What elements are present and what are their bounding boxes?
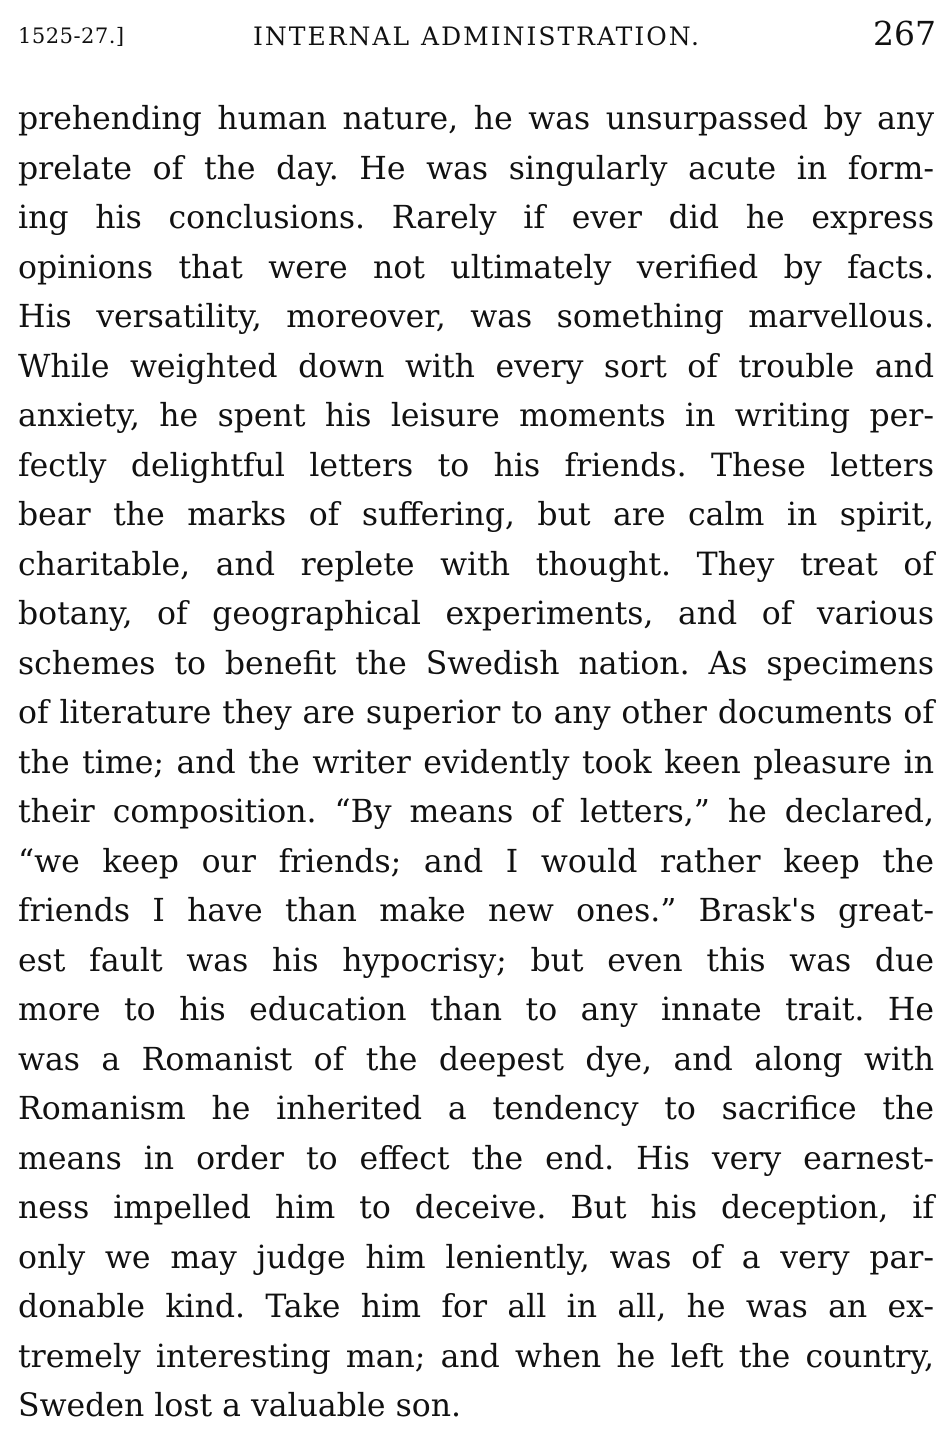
text-line: His versatility, moreover, was something marvellous. <box>18 299 934 335</box>
text-line: Romanism he inherited a tendency to sacrifice the <box>18 1091 934 1127</box>
text-line: means in order to effect the end. His very earnest- <box>18 1140 934 1177</box>
text-line: prelate of the day. He was singularly acute in form- <box>18 150 934 187</box>
text-line: Sweden lost a valuable son. <box>18 1388 461 1424</box>
text-line: only we may judge him leniently, was of a very par- <box>18 1239 934 1276</box>
running-head <box>18 14 936 54</box>
date-range: 1525-27.] <box>18 24 125 48</box>
text-line: “we keep our friends; and I would rather keep the <box>18 843 934 880</box>
text-line: more to his education than to any innate trait. He <box>18 992 934 1028</box>
text-line: botany, of geographical experiments, and of various <box>18 596 934 632</box>
text-line: ness impelled him to deceive. But his deception, if <box>18 1190 934 1226</box>
chapter-title: INTERNAL ADMINISTRATION. <box>253 22 701 51</box>
text-line: the time; and the writer evidently took keen pleasure in <box>18 744 934 781</box>
text-line: anxiety, he spent his leisure moments in writing per- <box>18 398 934 434</box>
text-line: schemes to benefit the Swedish nation. As specimens <box>18 645 934 682</box>
text-line: ing his conclusions. Rarely if ever did he express <box>18 200 934 236</box>
text-line: opinions that were not ultimately verified by facts. <box>18 249 934 286</box>
text-line: charitable, and replete with thought. They treat of <box>18 546 934 583</box>
body-paragraph <box>18 95 934 1432</box>
text-line: fectly delightful letters to his friends. These letters <box>18 447 934 484</box>
text-line: est fault was his hypocrisy; but even this was due <box>18 942 934 979</box>
text-line: donable kind. Take him for all in all, he was an ex- <box>18 1289 934 1325</box>
text-line: of literature they are superior to any other documents of <box>18 695 934 731</box>
text-line: their composition. “By means of letters,” he declared, <box>18 794 934 830</box>
page-number: 267 <box>873 14 936 53</box>
text-line: prehending human nature, he was unsurpassed by any <box>18 101 934 137</box>
text-line: While weighted down with every sort of trouble and <box>18 348 934 385</box>
text-line: bear the marks of suffering, but are calm in spirit, <box>18 497 934 533</box>
text-line: was a Romanist of the deepest dye, and along with <box>18 1041 934 1078</box>
text-line: tremely interesting man; and when he left the country, <box>18 1338 934 1375</box>
text-line: friends I have than make new ones.” Brask's great- <box>18 893 934 929</box>
